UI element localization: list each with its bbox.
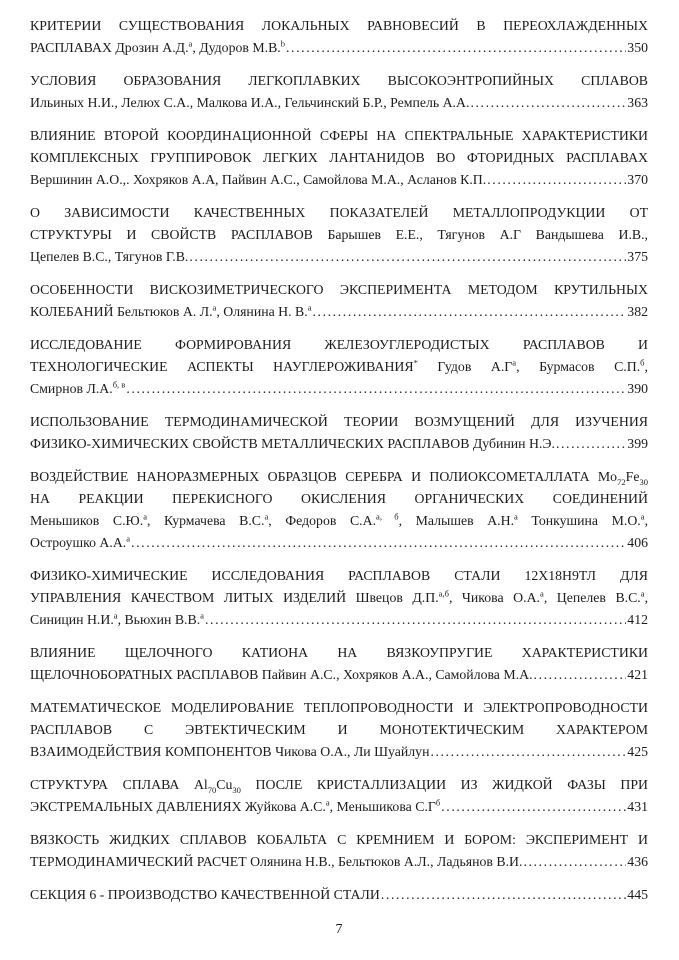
toc-entry-line: МАТЕМАТИЧЕСКОЕ МОДЕЛИРОВАНИЕ ТЕПЛОПРОВОДНОСТИ И ЭЛЕКТРОПРОВОДНОСТИ [30, 700, 648, 715]
toc-entry-lastline [30, 609, 648, 631]
dot-leader [189, 246, 626, 268]
toc-entry-lastline [30, 378, 648, 400]
toc-entry-text: СЕКЦИЯ 6 - ПРОИЗВОДСТВО КАЧЕСТВЕННОЙ СТАЛИ [30, 887, 380, 902]
toc-entry-text: ТЕРМОДИНАМИЧЕСКИЙ РАСЧЕТ Олянина Н.В., Бельтюков А.Л., Ладьянов В.И. [30, 854, 523, 869]
toc-entry-line: СТРУКТУРЫ И СВОЙСТВ РАСПЛАВОВ Барышев Е.Е., Тягунов А.Г Вандышева И.В., [30, 227, 648, 242]
toc-entry-line: КРИТЕРИИ СУЩЕСТВОВАНИЯ ЛОКАЛЬНЫХ РАВНОВЕСИЙ В ПЕРЕОХЛАЖДЕННЫХ [30, 18, 648, 33]
toc-entry-line: ВЯЗКОСТЬ ЖИДКИХ СПЛАВОВ КОБАЛЬТА С КРЕМНИЕМ И БОРОМ: ЭКСПЕРИМЕНТ И [30, 832, 648, 847]
toc-entry-line: ТЕХНОЛОГИЧЕСКИЕ АСПЕКТЫ НАУГЛЕРОЖИВАНИЯ* Гудов $А.Г^а$, Бурмасов С.П.$^б$, [30, 357, 648, 374]
toc-entry-line: ВЛИЯНИЕ ВТОРОЙ КООРДИНАЦИОННОЙ СФЕРЫ НА СПЕКТРАЛЬНЫЕ ХАРАКТЕРИСТИКИ [30, 128, 648, 143]
toc-entry-page: 370 [627, 172, 648, 187]
toc-entry [30, 466, 648, 554]
dot-leader [523, 851, 626, 873]
toc-entry [30, 15, 648, 59]
toc-entry-lastline [30, 246, 648, 268]
toc-entry-page: 406 [627, 535, 648, 550]
toc-entry-lastline [30, 169, 648, 191]
toc-entry-text: КОЛЕБАНИЙ Бельтюков А. Л.$^а$, Олянина Н. В.$^а$ [30, 302, 312, 319]
dot-leader [430, 741, 626, 763]
toc-entry-text: Цепелев В.С., Тягунов Г.В. [30, 249, 189, 264]
toc-entry-page: 421 [627, 667, 648, 682]
toc-entry [30, 202, 648, 268]
dot-leader [487, 169, 626, 191]
toc-entry-text: ВЗАИМОДЕЙСТВИЯ КОМПОНЕНТОВ Чикова О.А., Ли Шуайлун [30, 744, 430, 759]
toc-entry-lastline [30, 92, 648, 114]
toc-entry-line: ОСОБЕННОСТИ ВИСКОЗИМЕТРИЧЕСКОГО ЭКСПЕРИМЕНТА МЕТОДОМ КРУТИЛЬНЫХ [30, 282, 648, 297]
toc-entry-page: 390 [627, 381, 648, 396]
toc-entry-line: СТРУКТУРА СПЛАВА $Al_{70}Cu_{30}$ ПОСЛЕ КРИСТАЛЛИЗАЦИИ ИЗ ЖИДКОЙ ФАЗЫ ПРИ [30, 777, 648, 795]
toc-entry-line: ИСПОЛЬЗОВАНИЕ ТЕРМОДИНАМИЧЕСКОЙ ТЕОРИИ ВОЗМУЩЕНИЙ ДЛЯ ИЗУЧЕНИЯ [30, 414, 648, 429]
toc-entry-page: 445 [627, 887, 648, 902]
toc-entry-line: УПРАВЛЕНИЯ КАЧЕСТВОМ ЛИТЫХ ИЗДЕЛИЙ Швецов Д.П.$^{а,б}$, Чикова О.А.$^а$, Цепелев В.С.$^а$, [30, 588, 649, 605]
toc-entry-line: ВЛИЯНИЕ ЩЕЛОЧНОГО КАТИОНА НА ВЯЗКОУПРУГИЕ ХАРАКТЕРИСТИКИ [30, 645, 648, 660]
toc-entry-lastline [30, 796, 648, 818]
toc-entry-text: ЭКСТРЕМАЛЬНЫХ ДАВЛЕНИЯХ Жуйкова А.С.$^а$, Меньшикова $С.Г^б$ [30, 797, 441, 814]
toc-entry-page: 436 [627, 854, 648, 869]
toc-entry-lastline [30, 664, 648, 686]
dot-leader [312, 301, 626, 323]
toc-entry-line: РАСПЛАВОВ С ЭВТЕКТИЧЕСКИМ И МОНОТЕКТИЧЕСКИМ ХАРАКТЕРОМ [30, 722, 648, 737]
toc-entry-lastline [30, 37, 648, 59]
toc-entry [30, 774, 648, 818]
toc-entry-page: 375 [627, 249, 648, 264]
toc-entry-lastline [30, 851, 648, 873]
toc-section-entry [30, 884, 648, 906]
toc-entry-lastline [30, 741, 648, 763]
toc-entry-line: НА РЕАКЦИИ ПЕРЕКИСНОГО ОКИСЛЕНИЯ ОРГАНИЧЕСКИХ СОЕДИНЕНИЙ [30, 491, 648, 506]
page-number: 7 [335, 922, 343, 937]
dot-leader [381, 884, 626, 906]
toc-entry-page: 350 [627, 40, 648, 55]
dot-leader [470, 92, 626, 114]
toc-entry-text: Синицин Н.И.$^а$, Вьюхин В.В.$^а$ [30, 610, 204, 627]
toc-entry-page: 382 [627, 304, 648, 319]
toc-entry-page: 412 [627, 612, 648, 627]
toc-entry-lastline [30, 884, 648, 906]
toc-entry-line: КОМПЛЕКСНЫХ ГРУППИРОВОК ЛЕГКИХ ЛАНТАНИДОВ ВО ФТОРИДНЫХ РАСПЛАВАХ [30, 150, 648, 165]
dot-leader [441, 796, 626, 818]
dot-leader [126, 378, 626, 400]
toc-entry [30, 125, 648, 191]
dot-leader [534, 664, 627, 686]
toc-list [30, 15, 648, 906]
toc-entry [30, 565, 648, 631]
toc-entry [30, 642, 648, 686]
toc-entry-lastline [30, 301, 648, 323]
dot-leader [556, 433, 626, 455]
toc-entry [30, 334, 648, 400]
toc-entry-text: Смирнов Л.А.$^{б, в}$ [30, 379, 126, 396]
toc-entry [30, 411, 648, 455]
toc-entry [30, 70, 648, 114]
toc-entry-page: 399 [627, 436, 648, 451]
toc-entry-line: ИССЛЕДОВАНИЕ ФОРМИРОВАНИЯ ЖЕЛЕЗОУГЛЕРОДИСТЫХ РАСПЛАВОВ И [30, 337, 648, 352]
toc-entry-text: Ильиных Н.И., Лелюх С.А., Малкова И.А., Гельчинский Б.Р., Ремпель А.А. [30, 95, 470, 110]
toc-entry [30, 279, 648, 323]
toc-entry [30, 697, 648, 763]
toc-entry-text: ФИЗИКО-ХИМИЧЕСКИХ СВОЙСТВ МЕТАЛЛИЧЕСКИХ РАСПЛАВОВ Дубинин Н.Э. [30, 436, 555, 451]
toc-entry-lastline [30, 532, 648, 554]
toc-entry-page: 431 [627, 799, 648, 814]
toc-entry [30, 829, 648, 873]
dot-leader [205, 609, 626, 631]
toc-entry-page: 363 [627, 95, 648, 110]
toc-entry-page: 425 [627, 744, 648, 759]
toc-entry-line: ФИЗИКО-ХИМИЧЕСКИЕ ИССЛЕДОВАНИЯ РАСПЛАВОВ СТАЛИ 12Х18Н9ТЛ ДЛЯ [30, 568, 648, 583]
toc-entry-line: Меньшиков С.Ю.$^а$, Курмачева В.С.$^а$, Федоров С.А.$^{а, б}$, Малышев А.Н.$^а$ Тонкушина М.О.$^а$, [30, 511, 649, 528]
toc-entry-text: РАСПЛАВАХ Дрозин А.Д.$^a$, Дудоров М.В.$^b$ [30, 38, 285, 55]
toc-entry-text: Остроушко А.А.$^а$ [30, 533, 131, 550]
toc-entry-line: ВОЗДЕЙСТВИЕ НАНОРАЗМЕРНЫХ ОБРАЗЦОВ СЕРЕБРА И ПОЛИОКСОМЕТАЛЛАТА $Mo_{72}Fe_{30}$ [30, 469, 648, 487]
toc-entry-lastline [30, 433, 648, 455]
toc-entry-line: УСЛОВИЯ ОБРАЗОВАНИЯ ЛЕГКОПЛАВКИХ ВЫСОКОЭНТРОПИЙНЫХ СПЛАВОВ [30, 73, 648, 88]
toc-entry-line: О ЗАВИСИМОСТИ КАЧЕСТВЕННЫХ ПОКАЗАТЕЛЕЙ МЕТАЛЛОПРОДУКЦИИ ОТ [30, 205, 648, 220]
dot-leader [131, 532, 626, 554]
dot-leader [286, 37, 626, 59]
toc-entry-text: ЩЕЛОЧНОБОРАТНЫХ РАСПЛАВОВ Пайвин А.С., Хохряков А.А., Самойлова М.А. [30, 667, 533, 682]
toc-entry-text: Вершинин А.О.,. Хохряков А.А, Пайвин А.С., Самойлова М.А., Асланов К.П. [30, 172, 487, 187]
